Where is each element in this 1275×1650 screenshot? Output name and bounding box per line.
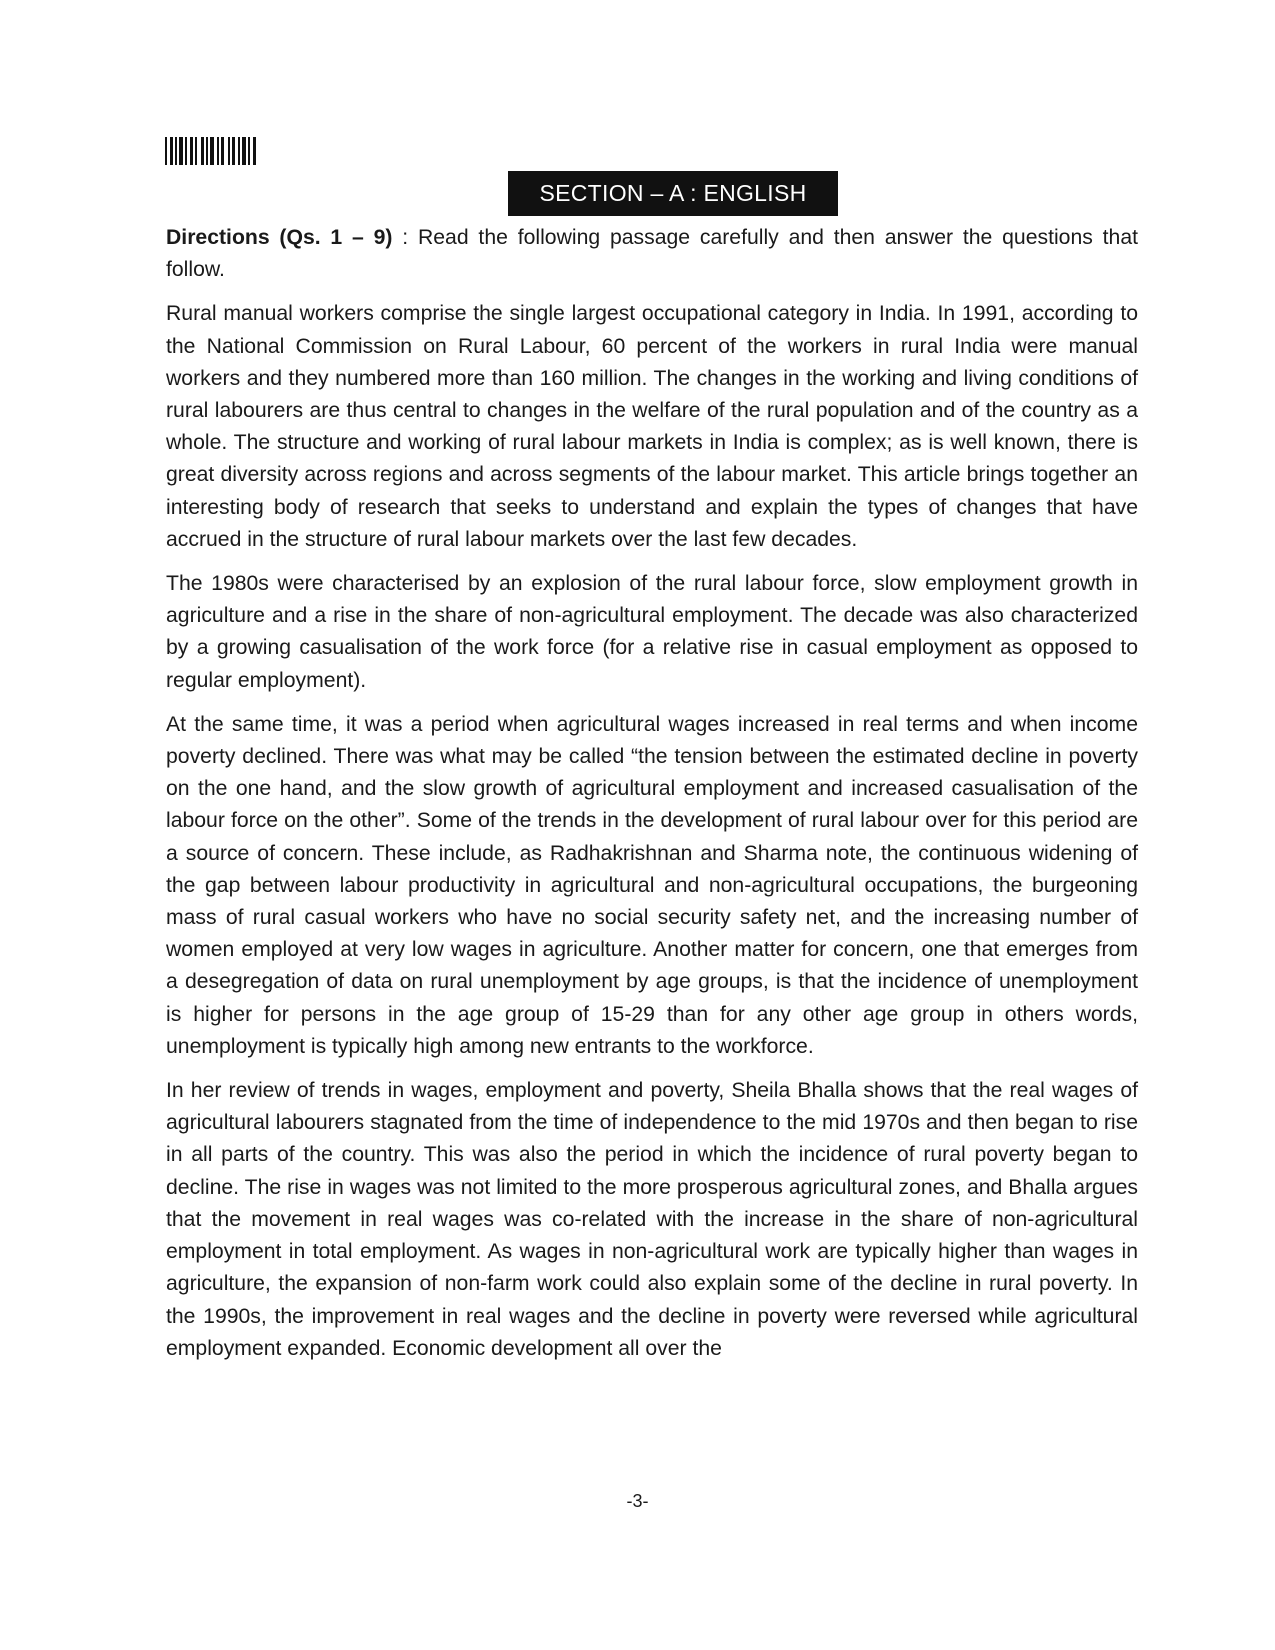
passage-paragraph-3: At the same time, it was a period when agricultural wages increased in real terms and when income poverty declined. There was what may be called “the tension between the estimated decline in poverty on the one hand, and the slow growth of agricultural employment and increased casualisation of the labour force on the other”. Some of the trends in the development of rural labour over for this period are a source of concern. These include, as Radhakrishnan and Sharma note, the continuous widening of the gap between labour productivity in agricultural and non-agricultural occupations, the burgeoning mass of rural casual workers who have no social security safety net, and the increasing number of women employed at very low wages in agriculture. Another matter for concern, one that emerges from a desegregation of data on rural unemployment by age groups, is that the incidence of unemployment is higher for persons in the age group of 15-29 than for any other age group in others words, unemployment is typically high among new entrants to the workforce. xyxy=(166,712,1138,1058)
section-title: SECTION – A : ENGLISH xyxy=(508,171,838,216)
page-content xyxy=(166,222,1138,1377)
page-number: -3- xyxy=(626,1491,649,1511)
directions xyxy=(166,222,1138,286)
passage-paragraph-1: Rural manual workers comprise the single largest occupational category in India. In 1991, according to the National Commission on Rural Labour, 60 percent of the workers in rural India were manual workers and they numbered more than 160 million. The changes in the working and living conditions of rural labourers are thus central to changes in the welfare of the rural population and of the country as a whole. The structure and working of rural labour markets in India is complex; as is well known, there is great diversity across regions and across segments of the labour market. This article brings together an interesting body of research that seeks to understand and explain the types of changes that have accrued in the structure of rural labour markets over the last few decades. xyxy=(166,302,1138,551)
directions-label: Directions (Qs. 1 – 9) xyxy=(166,226,393,249)
passage-paragraph-4: In her review of trends in wages, employment and poverty, Sheila Bhalla shows that the real wages of agricultural labourers stagnated from the time of independence to the mid 1970s and then began to rise in all parts of the country. This was also the period in which the incidence of rural poverty began to decline. The rise in wages was not limited to the more prosperous agricultural zones, and Bhalla argues that the movement in real wages was co-related with the increase in the share of non-agricultural employment in total employment. As wages in non-agricultural work are typically higher than wages in agriculture, the expansion of non-farm work could also explain some of the decline in rural poverty. In the 1990s, the improvement in real wages and the decline in poverty were reversed while agricultural employment expanded. Economic development all over the xyxy=(166,1079,1138,1360)
barcode xyxy=(165,137,257,165)
directions-text: : Read the following passage carefully and then answer the questions that follow. xyxy=(166,226,1138,282)
passage-paragraph-2: The 1980s were characterised by an explosion of the rural labour force, slow employment growth in agriculture and a rise in the share of non-agricultural employment. The decade was also characterized by a growing casualisation of the work force (for a relative rise in casual employment as opposed to regular employment). xyxy=(166,572,1138,692)
